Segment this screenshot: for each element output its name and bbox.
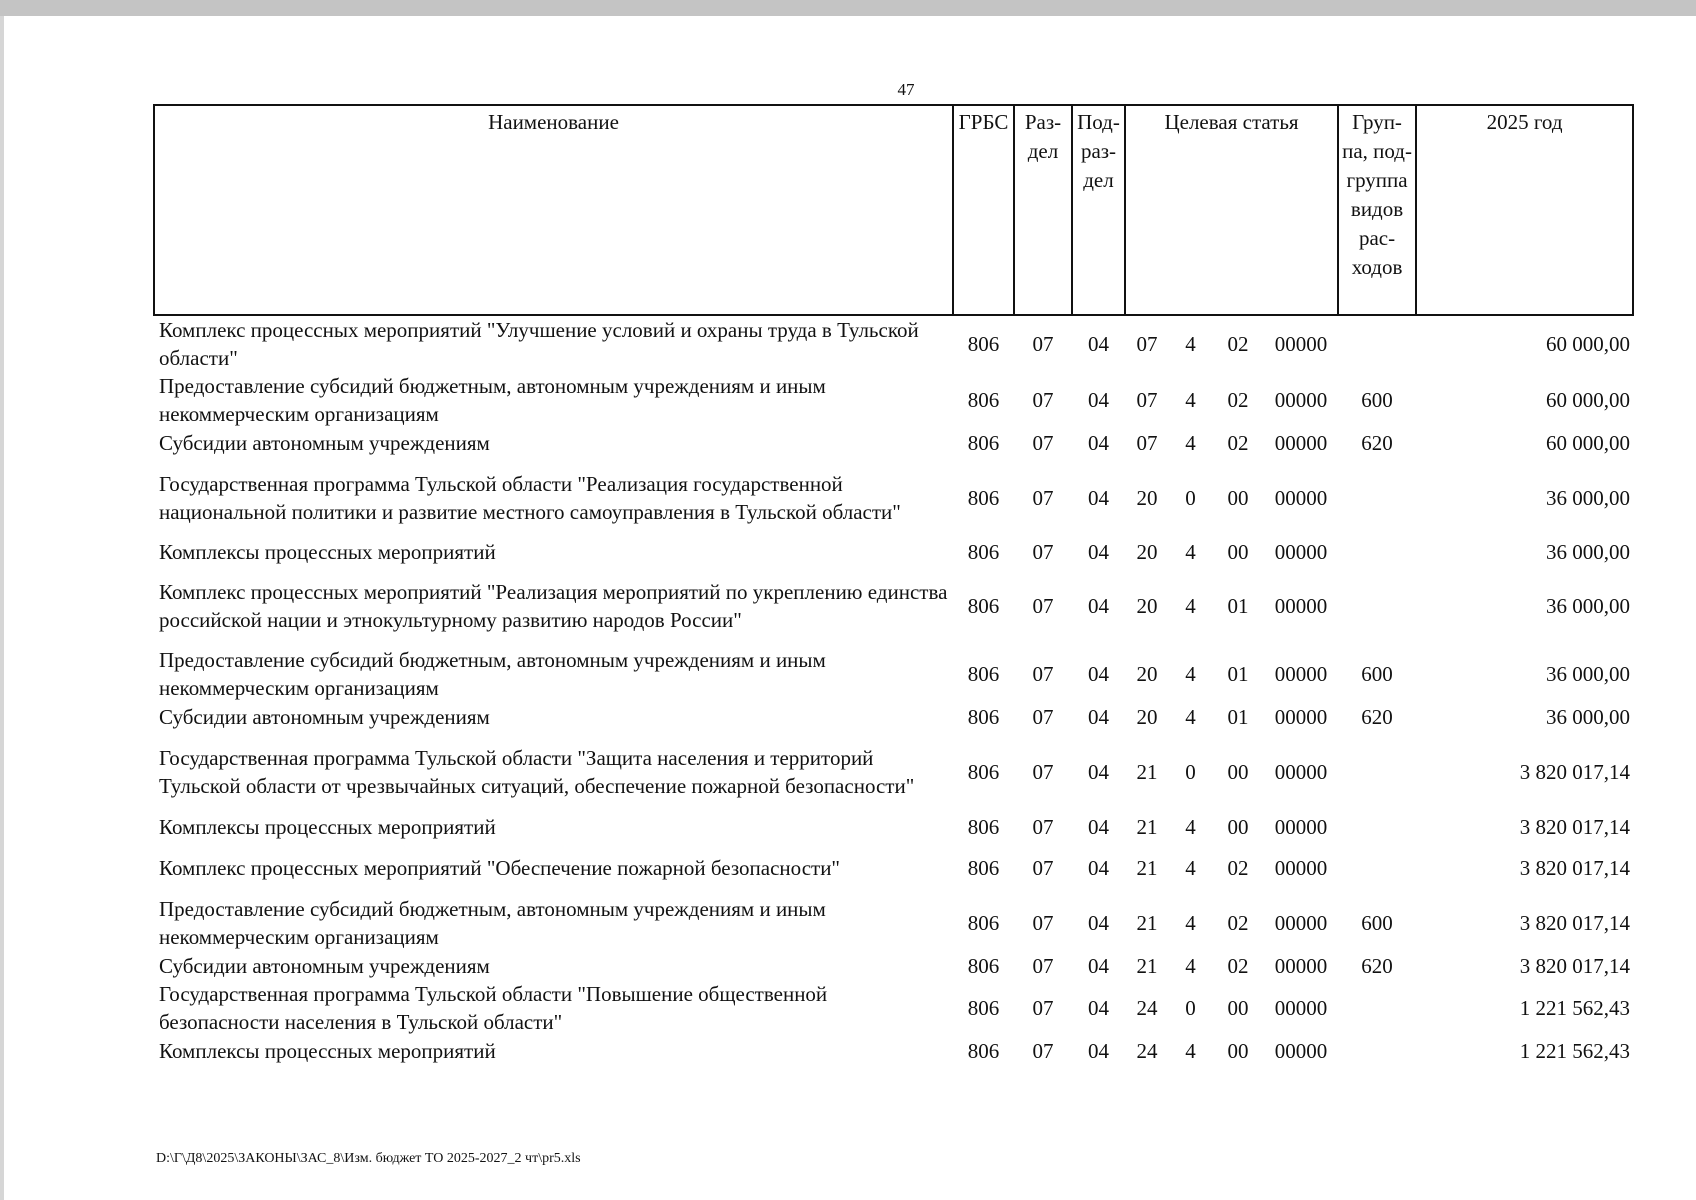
row-grbs: 806	[967, 485, 1000, 510]
row-target-direction: 00000	[1274, 388, 1328, 412]
table-row	[154, 646, 1633, 702]
row-amount: 60 000,00	[1546, 332, 1631, 356]
row-target-program: 21	[1136, 911, 1158, 935]
row-grbs: 806	[967, 594, 1000, 618]
row-podrazdel: 04	[1088, 911, 1109, 935]
table-row	[154, 428, 1633, 457]
table-row	[154, 841, 1633, 895]
row-target-subprogram: 01	[1227, 662, 1249, 686]
row-amount: 3 820 017,14	[1519, 911, 1631, 935]
row-expense-group: 600	[1361, 662, 1393, 686]
row-amount: 36 000,00	[1546, 662, 1631, 686]
table-row	[154, 457, 1633, 538]
row-razdel: 07	[1032, 662, 1054, 686]
row-podrazdel: 04	[1088, 856, 1109, 880]
row-target-program: 21	[1136, 856, 1158, 880]
row-target-direction: 00000	[1274, 704, 1328, 729]
row-amount: 60 000,00	[1546, 430, 1631, 455]
table-header	[154, 105, 1633, 315]
row-amount: 36 000,00	[1546, 485, 1631, 510]
row-grbs: 806	[967, 911, 1000, 935]
row-target-program: 21	[1136, 760, 1158, 784]
row-amount: 1 221 562,43	[1519, 1038, 1631, 1063]
row-razdel: 07	[1032, 388, 1054, 412]
row-amount: 1 221 562,43	[1519, 996, 1631, 1020]
row-grbs: 806	[967, 856, 1000, 880]
row-amount: 3 820 017,14	[1519, 856, 1631, 880]
table-body	[154, 315, 1633, 1065]
row-razdel: 07	[1032, 332, 1054, 356]
row-razdel: 07	[1032, 760, 1054, 784]
row-razdel: 07	[1032, 815, 1054, 839]
row-target-type: 0	[1185, 485, 1196, 510]
row-expense-group: 600	[1361, 911, 1393, 935]
table-row	[154, 702, 1633, 731]
table-row	[154, 813, 1633, 841]
row-target-subprogram: 01	[1227, 594, 1249, 618]
row-podrazdel: 04	[1088, 594, 1109, 618]
row-target-subprogram: 00	[1227, 540, 1249, 564]
row-name: Комплекс процессных мероприятий "Реализация мероприятий по укреплению единства российской нации и этнокультурному развитию народов России"	[159, 580, 948, 632]
footer-file-path: D:\Г\Д8\2025\ЗАКОНЫ\ЗАС_8\Изм. бюджет ТО 2025-2027_2 чт\pr5.xls	[156, 1151, 581, 1166]
header-name: Наименование	[154, 105, 953, 315]
row-target-direction: 00000	[1274, 540, 1328, 564]
row-target-program: 07	[1136, 430, 1158, 455]
row-target-type: 4	[1185, 388, 1196, 412]
row-expense-group: 620	[1361, 953, 1393, 978]
row-target-type: 4	[1185, 662, 1196, 686]
row-amount: 3 820 017,14	[1519, 953, 1631, 978]
row-target-direction: 00000	[1274, 594, 1328, 618]
row-target-subprogram: 02	[1227, 953, 1249, 978]
table-row	[154, 315, 1633, 372]
row-razdel: 07	[1032, 996, 1054, 1020]
row-razdel: 07	[1032, 430, 1054, 455]
table-row	[154, 1036, 1633, 1065]
row-grbs: 806	[967, 662, 1000, 686]
header-grbs: ГРБС	[953, 105, 1014, 315]
row-target-type: 4	[1185, 332, 1196, 356]
row-grbs: 806	[967, 430, 1000, 455]
header-razdel: Раз-дел	[1014, 105, 1072, 315]
row-razdel: 07	[1032, 953, 1054, 978]
row-razdel: 07	[1032, 911, 1054, 935]
row-expense-group: 620	[1361, 430, 1393, 455]
row-target-program: 21	[1136, 953, 1158, 978]
row-target-type: 4	[1185, 594, 1196, 618]
row-target-direction: 00000	[1274, 815, 1328, 839]
row-podrazdel: 04	[1088, 704, 1109, 729]
row-podrazdel: 04	[1088, 1038, 1109, 1063]
row-name: Государственная программа Тульской области "Защита населения и территорий Тульской области от чрезвычайных ситуаций, обеспечение пожарной безопасности"	[159, 746, 915, 798]
row-name: Государственная программа Тульской области "Повышение общественной безопасности населения в Тульской области"	[159, 982, 828, 1034]
row-target-type: 4	[1185, 856, 1196, 880]
row-expense-group	[1338, 841, 1416, 895]
row-name: Комплекс процессных мероприятий "Обеспечение пожарной безопасности"	[159, 856, 841, 880]
table-row	[154, 895, 1633, 951]
row-target-program: 20	[1136, 704, 1158, 729]
row-razdel: 07	[1032, 704, 1054, 729]
row-amount: 36 000,00	[1546, 540, 1631, 564]
row-expense-group	[1338, 980, 1416, 1036]
row-grbs: 806	[967, 388, 1000, 412]
row-target-subprogram: 00	[1227, 485, 1249, 510]
row-expense-group	[1338, 731, 1416, 813]
row-target-subprogram: 02	[1227, 911, 1249, 935]
row-target-direction: 00000	[1274, 332, 1328, 356]
row-target-direction: 00000	[1274, 485, 1328, 510]
row-grbs: 806	[967, 760, 1000, 784]
row-podrazdel: 04	[1088, 815, 1109, 839]
table-row	[154, 538, 1633, 566]
header-podrazdel: Под-раз-дел	[1072, 105, 1125, 315]
row-podrazdel: 04	[1088, 540, 1109, 564]
row-name: Государственная программа Тульской области "Реализация государственной национальной политики и развитие местного самоуправления в Тульской области"	[159, 471, 901, 524]
row-podrazdel: 04	[1088, 662, 1109, 686]
row-target-program: 07	[1136, 332, 1158, 356]
row-podrazdel: 04	[1088, 332, 1109, 356]
row-target-direction: 00000	[1274, 430, 1328, 455]
row-target-direction: 00000	[1274, 953, 1328, 978]
row-amount: 36 000,00	[1546, 594, 1631, 618]
row-grbs: 806	[967, 1038, 1000, 1063]
row-razdel: 07	[1032, 594, 1054, 618]
row-podrazdel: 04	[1088, 953, 1109, 978]
header-target: Целевая статья	[1125, 105, 1338, 315]
row-target-type: 4	[1185, 911, 1196, 935]
row-name: Комплекс процессных мероприятий "Улучшение условий и охраны труда в Тульской области"	[159, 318, 919, 370]
row-target-program: 20	[1136, 540, 1158, 564]
row-target-type: 4	[1185, 430, 1196, 455]
row-target-subprogram: 02	[1227, 430, 1249, 455]
row-podrazdel: 04	[1088, 760, 1109, 784]
row-expense-group	[1338, 566, 1416, 646]
row-target-program: 24	[1136, 996, 1158, 1020]
table-row	[154, 566, 1633, 646]
row-name: Субсидии автономным учреждениям	[159, 430, 490, 455]
row-target-direction: 00000	[1274, 1038, 1328, 1063]
row-target-subprogram: 00	[1227, 815, 1249, 839]
row-target-program: 24	[1136, 1038, 1158, 1063]
row-target-program: 07	[1136, 388, 1158, 412]
table-row	[154, 731, 1633, 813]
row-name: Предоставление субсидий бюджетным, автономным учреждениям и иным некоммерческим организациям	[159, 648, 826, 700]
row-expense-group	[1338, 457, 1416, 538]
row-expense-group: 620	[1361, 704, 1393, 729]
row-target-direction: 00000	[1274, 911, 1328, 935]
table-row	[154, 372, 1633, 428]
row-name: Предоставление субсидий бюджетным, автономным учреждениям и иным некоммерческим организациям	[159, 374, 826, 426]
row-target-direction: 00000	[1274, 760, 1328, 784]
row-target-type: 4	[1185, 704, 1196, 729]
row-target-program: 20	[1136, 662, 1158, 686]
row-target-subprogram: 02	[1227, 332, 1249, 356]
row-target-type: 0	[1185, 760, 1196, 784]
row-grbs: 806	[967, 332, 1000, 356]
row-podrazdel: 04	[1088, 996, 1109, 1020]
row-grbs: 806	[967, 996, 1000, 1020]
row-target-direction: 00000	[1274, 996, 1328, 1020]
row-razdel: 07	[1032, 856, 1054, 880]
row-target-direction: 00000	[1274, 856, 1328, 880]
row-name: Комплексы процессных мероприятий	[159, 540, 496, 564]
row-target-subprogram: 02	[1227, 388, 1249, 412]
row-expense-group: 600	[1361, 388, 1393, 412]
row-target-program: 20	[1136, 485, 1158, 510]
row-amount: 3 820 017,14	[1519, 815, 1631, 839]
row-grbs: 806	[967, 540, 1000, 564]
page-number: 47	[897, 80, 915, 99]
scan-top-margin	[0, 0, 1696, 16]
row-podrazdel: 04	[1088, 388, 1109, 412]
row-target-subprogram: 00	[1227, 1038, 1249, 1063]
row-name: Комплексы процессных мероприятий	[159, 1038, 496, 1063]
header-year: 2025 год	[1416, 105, 1633, 315]
row-podrazdel: 04	[1088, 430, 1109, 455]
row-razdel: 07	[1032, 540, 1054, 564]
row-target-program: 20	[1136, 594, 1158, 618]
row-expense-group	[1338, 1036, 1416, 1065]
row-expense-group	[1338, 315, 1416, 372]
budget-table	[153, 104, 1634, 1065]
table-row	[154, 980, 1633, 1036]
row-grbs: 806	[967, 815, 1000, 839]
row-name: Предоставление субсидий бюджетным, автономным учреждениям и иным некоммерческим организациям	[159, 897, 826, 949]
header-group: Груп-па, под-группа видов рас-ходов	[1338, 105, 1416, 315]
row-name: Субсидии автономным учреждениям	[159, 704, 490, 729]
row-target-program: 21	[1136, 815, 1158, 839]
row-target-subprogram: 02	[1227, 856, 1249, 880]
row-name: Комплексы процессных мероприятий	[159, 815, 496, 839]
row-grbs: 806	[967, 953, 1000, 978]
row-target-type: 0	[1185, 996, 1196, 1020]
row-grbs: 806	[967, 704, 1000, 729]
row-razdel: 07	[1032, 485, 1054, 510]
row-target-type: 4	[1185, 540, 1196, 564]
row-expense-group	[1338, 813, 1416, 841]
row-amount: 60 000,00	[1546, 388, 1631, 412]
row-target-subprogram: 00	[1227, 760, 1249, 784]
row-razdel: 07	[1032, 1038, 1054, 1063]
row-amount: 3 820 017,14	[1519, 760, 1631, 784]
row-podrazdel: 04	[1088, 485, 1109, 510]
row-target-type: 4	[1185, 1038, 1196, 1063]
row-name: Субсидии автономным учреждениям	[159, 953, 490, 978]
row-amount: 36 000,00	[1546, 704, 1631, 729]
row-expense-group	[1338, 538, 1416, 566]
row-target-subprogram: 00	[1227, 996, 1249, 1020]
row-target-direction: 00000	[1274, 662, 1328, 686]
table-row	[154, 951, 1633, 980]
scan-left-margin	[0, 16, 4, 1200]
row-target-type: 4	[1185, 953, 1196, 978]
row-target-type: 4	[1185, 815, 1196, 839]
row-target-subprogram: 01	[1227, 704, 1249, 729]
